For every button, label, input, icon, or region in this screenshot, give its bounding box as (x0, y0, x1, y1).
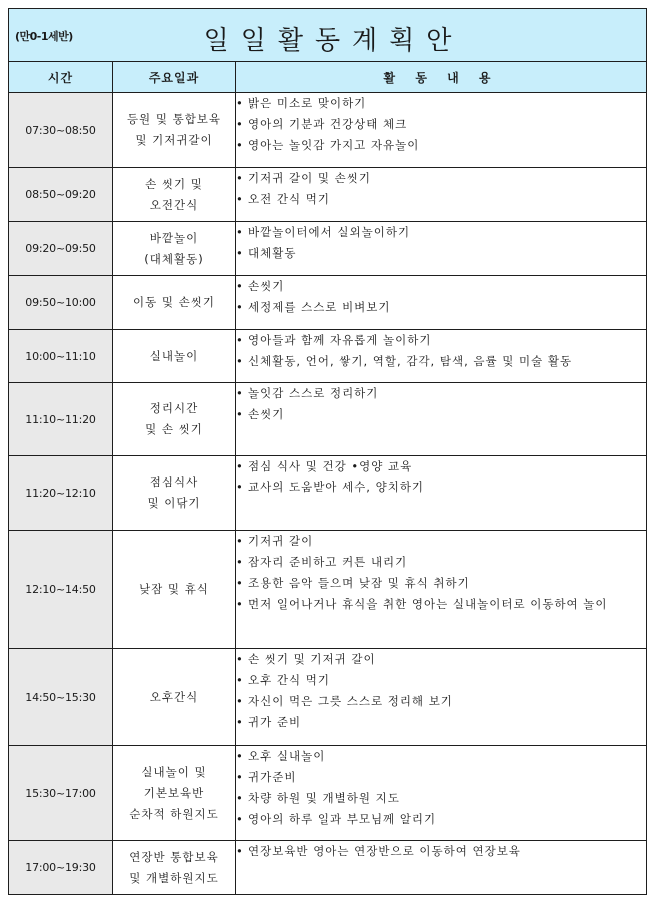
activity-item (236, 114, 646, 135)
activity-item (236, 552, 646, 573)
age-group-label: (만0-1세반) (15, 30, 73, 43)
column-header-activities: 활 동 내 용 (236, 62, 647, 93)
activity-text: 기저귀 갈이 (248, 534, 314, 548)
bullet-icon: • (236, 652, 244, 666)
activity-text: 대체활동 (248, 246, 297, 260)
activity-item (236, 746, 646, 767)
routine-line: 점심식사 (149, 475, 199, 489)
activity-text: 연장보육반 영아는 연장반으로 이동하여 연장보육 (248, 844, 521, 858)
routine-line: 연장반 통합보육 (129, 849, 219, 864)
bullet-icon: • (236, 534, 244, 548)
time-cell: 09:50~10:00 (9, 276, 113, 330)
time-cell: 11:10~11:20 (9, 383, 113, 456)
routine-cell (113, 383, 236, 456)
bullet-icon: • (236, 694, 244, 708)
bullet-icon: • (236, 791, 244, 805)
activity-text: 오후 간식 먹기 (248, 673, 330, 687)
routine-line: 및 개별하원지도 (129, 870, 219, 885)
activity-item (236, 351, 646, 372)
activity-item (236, 594, 646, 615)
bullet-icon: • (236, 555, 244, 569)
activity-item (236, 243, 646, 264)
routine-line: 등원 및 통합보육 (126, 112, 222, 126)
routine-line: (대체활동) (144, 251, 204, 266)
bullet-icon: • (236, 192, 244, 206)
bullet-icon: • (236, 279, 244, 293)
time-cell: 08:50~09:20 (9, 168, 113, 222)
time-cell: 17:00~19:30 (9, 841, 113, 895)
time-cell: 09:20~09:50 (9, 222, 113, 276)
schedule-row (9, 746, 647, 841)
bullet-icon: • (236, 96, 244, 110)
activity-item (236, 809, 646, 830)
routine-cell (113, 456, 236, 531)
activities-cell (236, 330, 647, 383)
routine-cell (113, 746, 236, 841)
activity-text: 자신이 먹은 그릇 스스로 정리해 보기 (248, 694, 453, 708)
activity-text: 오후 실내놀이 (248, 749, 326, 763)
activities-cell (236, 649, 647, 746)
routine-line: 기본보육반 (143, 785, 205, 800)
bullet-icon: • (236, 117, 244, 131)
bullet-icon: • (236, 300, 244, 314)
activity-item (236, 189, 646, 210)
activity-item (236, 135, 646, 156)
activity-text: 오전 간식 먹기 (248, 192, 330, 206)
bullet-icon: • (236, 812, 244, 826)
activity-item (236, 383, 646, 404)
daily-plan-table (8, 8, 647, 895)
activity-item (236, 649, 646, 670)
activity-text: 밝은 미소로 맞이하기 (248, 96, 367, 110)
bullet-icon: • (236, 715, 244, 729)
activity-text: 잠자리 준비하고 커튼 내리기 (248, 555, 408, 569)
activity-item (236, 168, 646, 189)
activity-item (236, 222, 646, 243)
routine-line: 이동 및 손씻기 (133, 295, 215, 309)
activities-cell (236, 383, 647, 456)
activity-text: 조용한 음악 들으며 낮잠 및 휴식 취하기 (248, 576, 470, 590)
routine-cell (113, 276, 236, 330)
bullet-icon: • (236, 673, 244, 687)
activity-text: 차량 하원 및 개별하원 지도 (248, 791, 400, 805)
activity-text: 먼저 일어나거나 휴식을 취한 영아는 실내놀이터로 이동하여 놀이 (248, 597, 608, 611)
activity-item (236, 404, 646, 425)
bullet-icon: • (236, 171, 244, 185)
activity-item (236, 573, 646, 594)
bullet-icon: • (236, 749, 244, 763)
routine-line: 및 손 씻기 (145, 422, 203, 436)
schedule-row (9, 383, 647, 456)
activity-text: 손 씻기 및 기저귀 갈이 (248, 652, 376, 666)
bullet-icon: • (236, 333, 244, 347)
routine-cell (113, 222, 236, 276)
schedule-row (9, 531, 647, 649)
activity-item (236, 276, 646, 297)
activity-item (236, 477, 646, 498)
title-row (9, 9, 647, 62)
routine-line: 바깥놀이 (149, 230, 199, 245)
routine-cell (113, 649, 236, 746)
activity-item (236, 93, 646, 114)
activity-text: 세정제를 스스로 비벼보기 (248, 300, 391, 314)
time-cell: 15:30~17:00 (9, 746, 113, 841)
activity-text: 교사의 도움받아 세수, 양치하기 (248, 480, 425, 494)
routine-cell (113, 531, 236, 649)
column-header-time: 시간 (9, 62, 113, 93)
bullet-icon: • (236, 407, 244, 421)
column-header-row (9, 62, 647, 93)
schedule-row (9, 276, 647, 330)
activity-text: 점심 식사 및 건강 •영양 교육 (248, 459, 413, 473)
routine-line: 오전간식 (149, 197, 199, 212)
bullet-icon: • (236, 576, 244, 590)
activity-item (236, 297, 646, 318)
page-title: 일일활동계획안 (203, 26, 464, 56)
routine-line: 및 이닦기 (147, 496, 201, 510)
activity-text: 영아의 기분과 건강상태 체크 (248, 117, 408, 131)
activity-text: 영아들과 함께 자유롭게 놀이하기 (248, 333, 432, 347)
title-cell (9, 9, 647, 62)
activities-cell (236, 531, 647, 649)
bullet-icon: • (236, 459, 244, 473)
routine-cell (113, 168, 236, 222)
bullet-icon: • (236, 597, 244, 611)
time-cell: 10:00~11:10 (9, 330, 113, 383)
routine-line: 오후간식 (149, 689, 199, 704)
activity-text: 손씻기 (248, 407, 285, 421)
activity-item (236, 456, 646, 477)
schedule-row (9, 222, 647, 276)
schedule-row (9, 93, 647, 168)
activity-text: 놀잇감 스스로 정리하기 (248, 386, 379, 400)
routine-cell (113, 330, 236, 383)
bullet-icon: • (236, 225, 244, 239)
activity-text: 영아는 놀잇감 가지고 자유놀이 (248, 138, 420, 152)
schedule-row (9, 330, 647, 383)
bullet-icon: • (236, 386, 244, 400)
activity-item (236, 712, 646, 733)
activity-text: 기저귀 갈이 및 손씻기 (248, 171, 371, 185)
routine-line: 및 기저귀갈이 (135, 133, 213, 147)
routine-line: 낮잠 및 휴식 (139, 582, 209, 596)
activity-item (236, 788, 646, 809)
activity-item (236, 767, 646, 788)
activity-text: 귀가준비 (248, 770, 297, 784)
activity-text: 신체활동, 언어, 쌓기, 역할, 감각, 탐색, 음률 및 미술 활동 (248, 354, 573, 368)
activities-cell (236, 222, 647, 276)
activities-cell (236, 456, 647, 531)
schedule-row (9, 841, 647, 895)
activity-text: 바깥놀이터에서 실외놀이하기 (248, 225, 411, 239)
activity-item (236, 330, 646, 351)
bullet-icon: • (236, 770, 244, 784)
routine-line: 실내놀이 및 (141, 764, 207, 779)
time-cell: 12:10~14:50 (9, 531, 113, 649)
routine-cell (113, 841, 236, 895)
time-cell: 07:30~08:50 (9, 93, 113, 168)
activity-item (236, 841, 646, 862)
activity-text: 손씻기 (248, 279, 285, 293)
activities-cell (236, 168, 647, 222)
bullet-icon: • (236, 480, 244, 494)
routine-line: 실내놀이 (149, 348, 199, 363)
routine-cell (113, 93, 236, 168)
bullet-icon: • (236, 246, 244, 260)
activity-text: 영아의 하루 일과 부모님께 알리기 (248, 812, 437, 826)
activity-item (236, 531, 646, 552)
activities-cell (236, 93, 647, 168)
routine-line: 손 씻기 및 (145, 176, 203, 191)
activity-text: 귀가 준비 (248, 715, 302, 729)
time-cell: 14:50~15:30 (9, 649, 113, 746)
schedule-row (9, 456, 647, 531)
schedule-row (9, 168, 647, 222)
routine-line: 정리시간 (149, 401, 199, 415)
activity-item (236, 670, 646, 691)
activities-cell (236, 841, 647, 895)
activities-cell (236, 746, 647, 841)
bullet-icon: • (236, 138, 244, 152)
activity-item (236, 691, 646, 712)
bullet-icon: • (236, 354, 244, 368)
column-header-routine: 주요일과 (113, 62, 236, 93)
time-cell: 11:20~12:10 (9, 456, 113, 531)
activities-cell (236, 276, 647, 330)
routine-line: 순차적 하원지도 (129, 806, 219, 821)
schedule-row (9, 649, 647, 746)
bullet-icon: • (236, 844, 244, 858)
